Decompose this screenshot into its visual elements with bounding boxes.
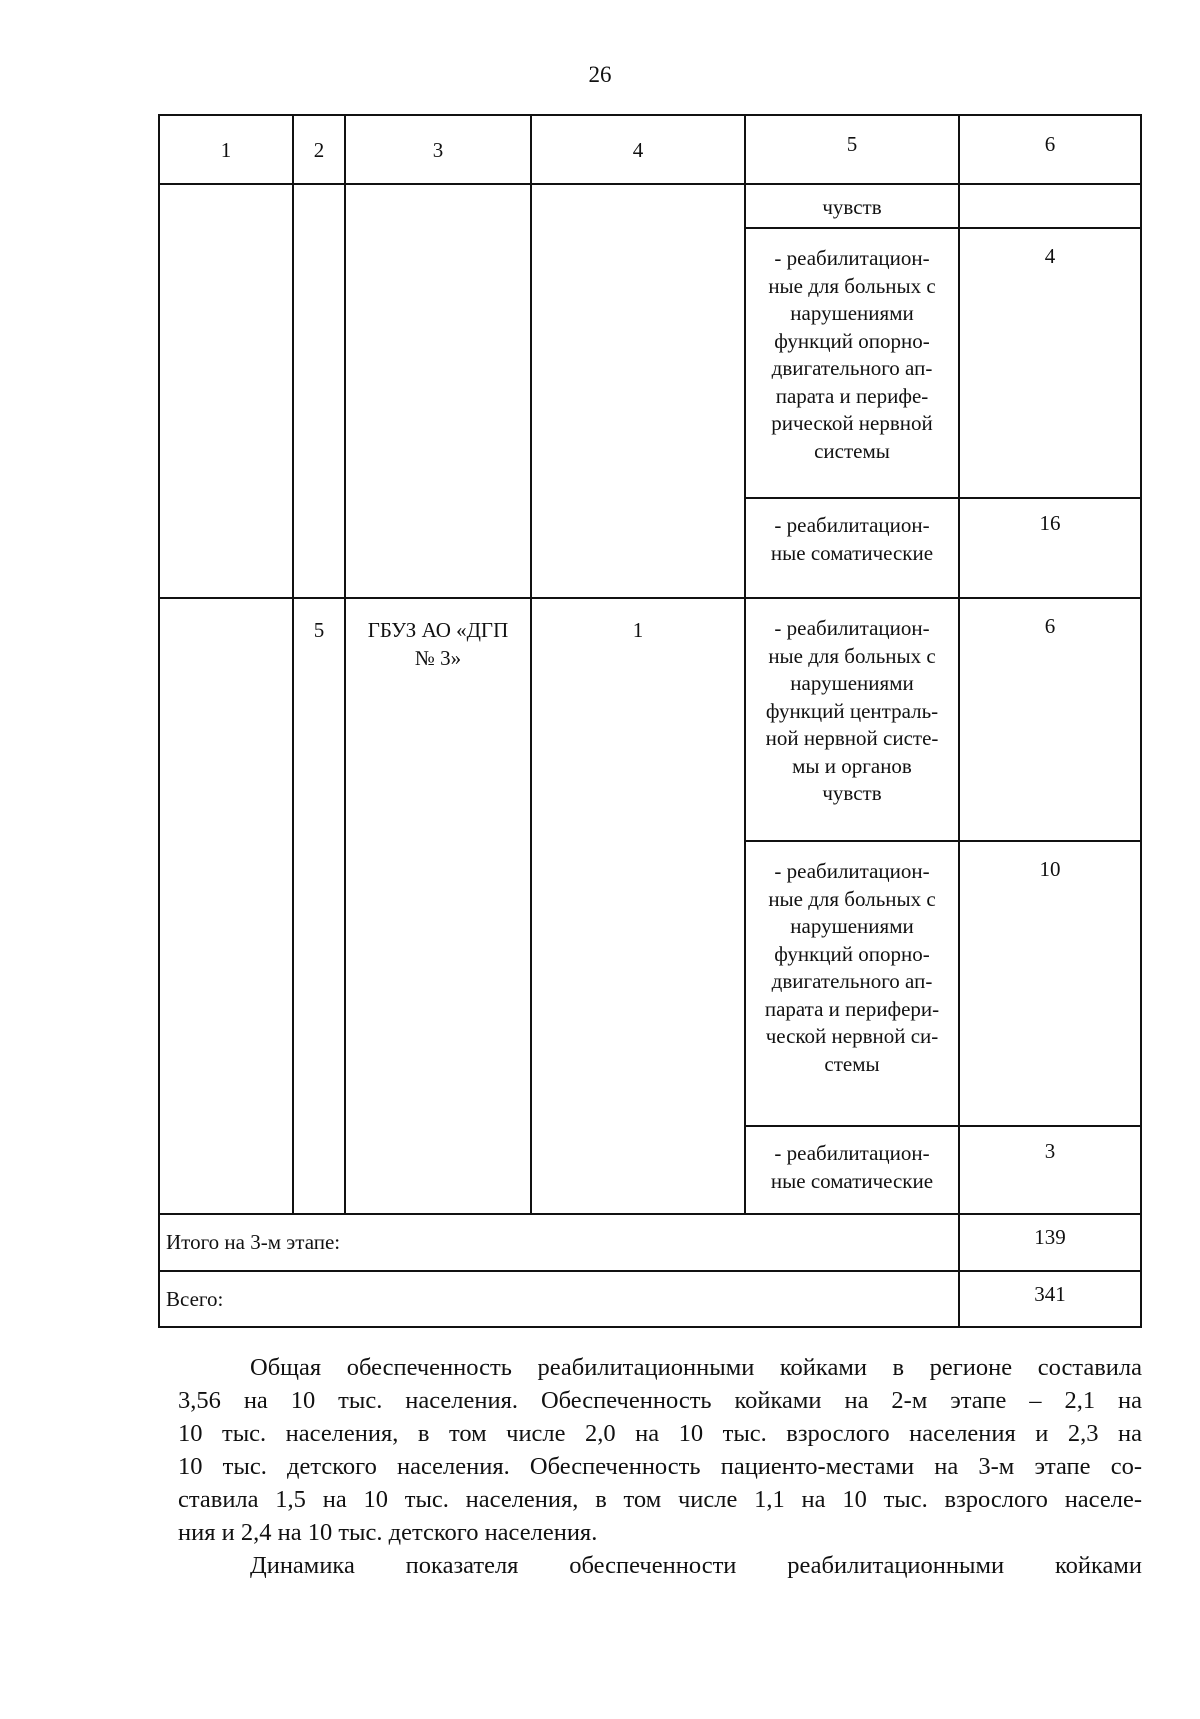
paragraph-line: Общая обеспеченность реабилитационными койками в регионе составила [250, 1354, 1142, 1381]
bed-count: 16 [1039, 511, 1061, 535]
row-number: 5 [313, 618, 325, 642]
bed-count: 10 [1039, 857, 1061, 881]
organization-count: 1 [632, 618, 644, 642]
table-bottom-border [158, 1326, 1142, 1328]
body-paragraph [178, 1351, 1142, 1549]
row-divider [158, 1270, 1142, 1272]
column-divider [1140, 114, 1142, 1328]
paragraph-line: 3,56 на 10 тыс. населения. Обеспеченность койками на 2-м этапе – 2,1 на [178, 1387, 1142, 1414]
row-divider [744, 840, 1142, 842]
bed-profile: - реабилитацион- ные для больных с нарушениями функций централь- ной нервной систе- мы и органов чувств [765, 616, 939, 805]
header-cell: 4 [632, 138, 644, 162]
bed-profile: - реабилитацион- ные для больных с нарушениями функций опорно- двигательного ап- парата и перифе- рической нервной системы [768, 246, 936, 463]
column-divider [530, 114, 532, 1215]
row-divider [744, 227, 1142, 229]
header-cell: 2 [313, 138, 325, 162]
bed-profile-continued: чувств [822, 195, 882, 219]
bed-count: 3 [1044, 1139, 1056, 1163]
column-divider [158, 114, 160, 1328]
page-number: 26 [588, 62, 612, 87]
paragraph-line: 10 тыс. детского населения. Обеспеченность пациенто-местами на 3-м этапе со- [178, 1453, 1142, 1480]
total-stage3-value: 139 [1034, 1225, 1066, 1249]
row-divider [158, 1213, 1142, 1215]
paragraph-line: ставила 1,5 на 10 тыс. населения, в том числе 1,1 на 10 тыс. взрослого населе- [178, 1486, 1142, 1513]
bed-count: 4 [1044, 244, 1056, 268]
total-stage3-label: Итого на 3-м этапе: [166, 1230, 341, 1254]
paragraph-line: 10 тыс. населения, в том числе 2,0 на 10 тыс. взрослого населения и 2,3 на [178, 1420, 1142, 1447]
body-paragraph [178, 1549, 1142, 1582]
header-cell: 5 [846, 132, 858, 156]
grand-total-label: Всего: [166, 1287, 224, 1311]
bed-profile: - реабилитацион- ные соматические [770, 1141, 934, 1193]
table-top-border [158, 114, 1142, 116]
header-bottom-border [158, 183, 1142, 185]
header-cell: 1 [220, 138, 232, 162]
header-cell: 6 [1044, 132, 1056, 156]
row-divider [744, 1125, 1142, 1127]
row-divider [744, 497, 1142, 499]
organization-name: ГБУЗ АО «ДГП № 3» [367, 618, 509, 670]
column-divider [292, 114, 294, 1215]
paragraph-line: Динамика показателя обеспеченности реабилитационными койками [250, 1552, 1142, 1579]
paragraph-line: ния и 2,4 на 10 тыс. детского населения. [178, 1519, 598, 1546]
grand-total-value: 341 [1034, 1282, 1066, 1306]
header-cell: 3 [432, 138, 444, 162]
bed-profile: - реабилитацион- ные для больных с нарушениями функций опорно- двигательного ап- парата и перифери- ческой нервной си- стемы [764, 859, 940, 1076]
row-divider [158, 597, 1142, 599]
bed-profile: - реабилитацион- ные соматические [770, 513, 934, 565]
bed-count: 6 [1044, 614, 1056, 638]
